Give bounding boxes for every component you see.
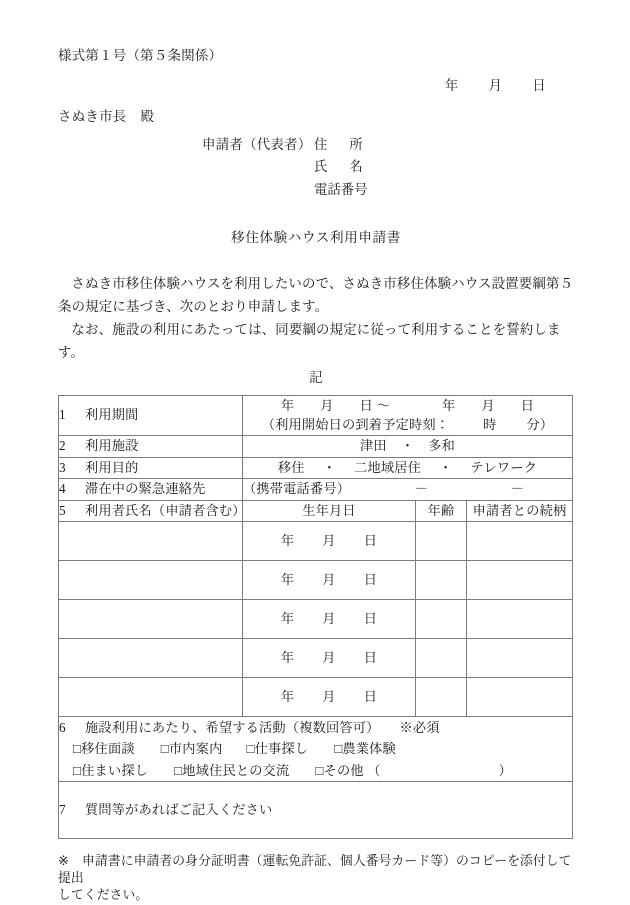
table-row bbox=[59, 639, 573, 678]
member-relation-4[interactable] bbox=[467, 639, 573, 678]
checkbox-icon: □ bbox=[334, 741, 343, 757]
row1-value-cell[interactable] bbox=[243, 395, 573, 436]
row2-value-cell[interactable] bbox=[243, 436, 573, 457]
table-row-usage-period bbox=[59, 395, 573, 436]
row2-label-cell bbox=[59, 436, 243, 457]
row6-label: 施設利用にあたり、希望する活動（複数回答可） bbox=[85, 720, 380, 736]
row1-arrival-time-line: （利用開始日の到着予定時刻： 時 分） bbox=[261, 417, 554, 433]
member-age-1[interactable] bbox=[416, 522, 467, 561]
member-age-5[interactable] bbox=[416, 678, 467, 717]
other-close-paren: ） bbox=[498, 762, 513, 778]
date-day-label: 日 bbox=[532, 77, 546, 93]
table-row-desired-activities bbox=[59, 717, 573, 782]
checkbox-icon: □ bbox=[246, 741, 255, 757]
body-paragraph-1: さぬき市移住体験ハウスを利用したいので、さぬき市移住体験ハウス設置要綱第５条の規定に基づき、次のとおり申請します。 bbox=[58, 275, 574, 314]
date-month-label: 月 bbox=[488, 77, 503, 93]
required-note: ※必須 bbox=[399, 720, 440, 736]
note-mark: ※ bbox=[58, 854, 69, 869]
checkbox-icon: □ bbox=[174, 762, 183, 778]
column-header-relation: 申請者との続柄 bbox=[467, 500, 573, 521]
row2-label: 利用施設 bbox=[85, 438, 139, 454]
row4-number: 4 bbox=[59, 481, 66, 497]
row3-number: 3 bbox=[59, 459, 66, 475]
body-text bbox=[58, 272, 574, 364]
applicant-name-row bbox=[202, 156, 574, 178]
document-title: 移住体験ハウス利用申請書 bbox=[231, 229, 401, 245]
table-row bbox=[59, 600, 573, 639]
row5-number: 5 bbox=[59, 502, 66, 518]
row3-label-cell bbox=[59, 457, 243, 478]
member-birthdate-4[interactable]: 年 月 日 bbox=[243, 639, 416, 678]
row1-number: 1 bbox=[59, 407, 66, 423]
member-name-input-3[interactable] bbox=[59, 600, 243, 639]
addressee-honorific: 殿 bbox=[140, 108, 155, 124]
row6-cell bbox=[59, 717, 573, 782]
member-age-3[interactable] bbox=[416, 600, 467, 639]
table-row bbox=[59, 678, 573, 717]
table-row bbox=[59, 522, 573, 561]
row1-period-line: 年 月 日 〜 年 月 日 bbox=[280, 397, 535, 413]
addressee-line bbox=[58, 107, 574, 128]
mobile-number-label: （携帯電話番号） bbox=[243, 481, 351, 497]
table-row-facility bbox=[59, 436, 573, 457]
member-birthdate-1[interactable]: 年 月 日 bbox=[243, 522, 416, 561]
date-entry-line bbox=[58, 76, 574, 97]
checkbox-chiiki-juumin-kouryuu[interactable]: □地域住民との交流 bbox=[174, 762, 290, 778]
member-name-input-5[interactable] bbox=[59, 678, 243, 717]
checkbox-sonota[interactable]: □その他 bbox=[315, 762, 364, 778]
row6-heading bbox=[59, 717, 572, 738]
phone-dash-2: － bbox=[510, 481, 525, 497]
applicant-address-row bbox=[202, 134, 574, 156]
row1-label-cell bbox=[59, 395, 243, 436]
applicant-phone-label: 電話番号 bbox=[314, 181, 368, 197]
facility-separator: ・ bbox=[400, 438, 415, 454]
table-row-questions bbox=[59, 782, 573, 839]
member-birthdate-2[interactable]: 年 月 日 bbox=[243, 561, 416, 600]
row2-number: 2 bbox=[59, 438, 66, 454]
phone-dash-1: － bbox=[414, 481, 429, 497]
purpose-separator-1: ・ bbox=[322, 459, 337, 475]
checkbox-sumai-sagashi[interactable]: □住まい探し bbox=[73, 762, 149, 778]
purpose-option-telework[interactable]: テレワーク bbox=[470, 459, 538, 475]
checkbox-icon: □ bbox=[160, 741, 169, 757]
applicant-name-label: 氏 名 bbox=[314, 159, 363, 175]
member-birthdate-5[interactable]: 年 月 日 bbox=[243, 678, 416, 717]
checkbox-icon: □ bbox=[73, 741, 82, 757]
checkbox-shinai-annai[interactable]: □市内案内 bbox=[160, 741, 223, 757]
table-row-members-header bbox=[59, 500, 573, 521]
applicant-phone-row bbox=[202, 179, 574, 201]
addressee-name: さぬき市長 bbox=[58, 108, 127, 124]
column-header-birthdate: 生年月日 bbox=[243, 500, 416, 521]
footnote-line-2: してください。 bbox=[58, 888, 149, 903]
member-name-input-4[interactable] bbox=[59, 639, 243, 678]
row6-number: 6 bbox=[59, 720, 66, 736]
table-row bbox=[59, 561, 573, 600]
row5-label-cell bbox=[59, 500, 246, 521]
applicant-address-label: 住 所 bbox=[314, 137, 363, 153]
checkbox-icon: □ bbox=[315, 762, 324, 778]
purpose-option-iju[interactable]: 移住 bbox=[277, 459, 305, 475]
row4-label-cell bbox=[59, 479, 243, 500]
row4-label: 滞在中の緊急連絡先 bbox=[85, 481, 206, 497]
row5-label: 利用者氏名（申請者含む） bbox=[85, 502, 246, 518]
checkbox-icon: □ bbox=[73, 762, 82, 778]
row6-options-line-2 bbox=[59, 760, 572, 781]
footnote bbox=[58, 853, 574, 904]
application-form-table bbox=[58, 395, 573, 840]
body-paragraph-2: なお、施設の利用にあたっては、同要綱の規定に従って利用することを誓約します。 bbox=[58, 321, 561, 360]
applicant-info-block bbox=[58, 134, 574, 200]
row1-label: 利用期間 bbox=[85, 407, 139, 423]
row7-cell[interactable] bbox=[59, 782, 573, 839]
row3-label: 利用目的 bbox=[85, 459, 139, 475]
footnote-line-1: ※ 申請書に申請者の身分証明書（運転免許証、個人番号カード等）のコピーを添付して提出 bbox=[58, 854, 572, 886]
member-age-4[interactable] bbox=[416, 639, 467, 678]
row7-label: 質問等があればご記入ください bbox=[85, 801, 273, 817]
member-relation-1[interactable] bbox=[467, 522, 573, 561]
member-name-input-2[interactable] bbox=[59, 561, 243, 600]
row7-number: 7 bbox=[59, 801, 66, 817]
checkbox-iju-mendan[interactable]: □移住面談 bbox=[73, 741, 135, 757]
member-relation-2[interactable] bbox=[467, 561, 573, 600]
purpose-option-dual-residence[interactable]: 二地域居住 bbox=[354, 459, 422, 475]
member-name-input-1[interactable] bbox=[59, 522, 243, 561]
applicant-label: 申請者（代表者） bbox=[202, 137, 312, 153]
member-birthdate-3[interactable]: 年 月 日 bbox=[243, 600, 416, 639]
other-open-paren: （ bbox=[367, 762, 381, 778]
facility-option-tawa[interactable]: 多和 bbox=[428, 438, 455, 454]
member-age-2[interactable] bbox=[416, 561, 467, 600]
checkbox-shigoto-sagashi[interactable]: □仕事探し bbox=[246, 741, 309, 757]
purpose-separator-2: ・ bbox=[439, 459, 453, 475]
row6-options-line-1 bbox=[59, 738, 572, 759]
ki-marker: 記 bbox=[309, 369, 323, 385]
member-relation-5[interactable] bbox=[467, 678, 573, 717]
member-relation-3[interactable] bbox=[467, 600, 573, 639]
table-row-emergency-contact bbox=[59, 479, 573, 500]
form-number: 様式第１号（第５条関係） bbox=[58, 48, 223, 63]
table-row-purpose bbox=[59, 457, 573, 478]
row3-value-cell[interactable] bbox=[243, 457, 573, 478]
checkbox-nogyo-taiken[interactable]: □農業体験 bbox=[334, 741, 396, 757]
facility-option-tsuda[interactable]: 津田 bbox=[360, 438, 387, 454]
row4-value-cell[interactable] bbox=[243, 479, 573, 500]
date-year-label: 年 bbox=[444, 77, 459, 93]
column-header-age: 年齢 bbox=[416, 500, 467, 521]
